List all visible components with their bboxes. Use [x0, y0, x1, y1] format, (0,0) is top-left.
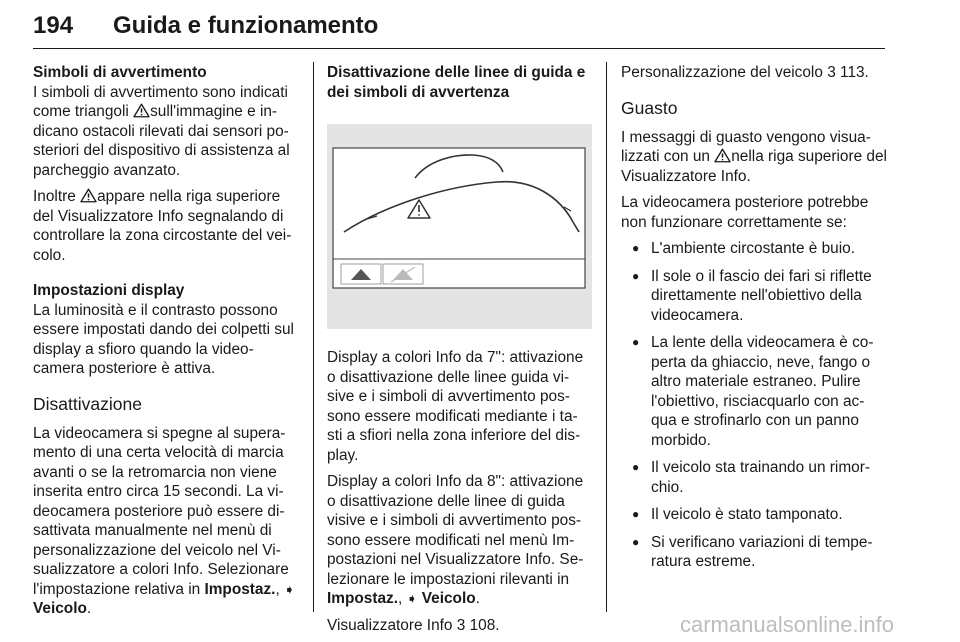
text: Display a colori Info da 8": attivazione o disattivazione delle linee di guida visive e i simboli di avvertimento pos-sono essere modificati nel menù Im-postazioni nel Visualizzatore Info. Se-lezionare le impostazioni rilevanti in [327, 473, 584, 588]
paragraph-camera-issues: La videocamera posteriore potrebbe non funzionare correttamente se: [621, 194, 869, 231]
watermark: carmanualsonline.info [680, 612, 895, 637]
fault-conditions-list [621, 239, 887, 572]
heading-fault: Guasto [621, 97, 678, 118]
warning-triangle-icon [133, 103, 150, 118]
menu-term: Impostaz. [327, 590, 398, 607]
heading-warning-symbols: Simboli di avvertimento [33, 64, 207, 81]
paragraph-7-inch: Display a colori Info da 7": attivazione o disattivazione delle linee guida vi-sive e i simboli di avvertimento pos-sono essere modificati mediante i ta-sti a sfiori nella zona inferiore del dis-play. [327, 349, 584, 464]
list-item: ● Il veicolo sta trainando un rimor-chio. [621, 458, 887, 497]
text: nella riga superiore del Visualizzatore Info. [621, 148, 887, 185]
text: I messaggi di guasto vengono visua-lizzati con un [621, 128, 871, 165]
paragraph-8-inch [327, 472, 591, 609]
text: I simboli di avvertimento sono indicati come triangoli [33, 83, 288, 120]
page-header [33, 6, 885, 46]
text: La videocamera si spegne al supera-mento di una certa velocità di marcia avanti o se la retromarcia non viene inserita entro circa 15 secondi. La vi-deocamera posteriore può essere di-sattivata manualmente nel menù di personalizzazione del veicolo nel Vi-sualizzatore a colori Info. Selezionare l'impostazione relativa in [33, 424, 289, 598]
text: , [397, 590, 407, 607]
warning-triangle-icon [714, 148, 731, 163]
chapter-title: Guida e funzionamento [113, 12, 379, 39]
column-1 [33, 63, 301, 626]
list-item: ● L'ambiente circostante è buio. [621, 239, 887, 259]
paragraph-deactivation [33, 424, 301, 619]
text: Personalizzazione del veicolo [621, 64, 828, 81]
text: 113. [835, 64, 869, 81]
camera-display-illustration [327, 124, 592, 329]
arrow-icon: ➧ [284, 581, 295, 597]
text: Inoltre [33, 188, 81, 205]
list-item: ● Si verificano variazioni di tempe-ratura estreme. [621, 533, 887, 572]
heading-display-settings: Impostazioni display [33, 282, 185, 299]
menu-term: Veicolo [421, 590, 476, 607]
text: appare nella riga superiore del Visualizzatore Info segnalando di controllare la zona circostante del vei-colo. [33, 188, 292, 264]
text: . [475, 590, 480, 607]
column-2 [327, 63, 591, 642]
column-divider-2 [606, 62, 607, 612]
paragraph-symbols [33, 83, 301, 181]
text: sull'immagine e in-dicano ostacoli rilevati dai sensori po-steriori del dispositivo di assistenza al parcheggio avanzato. [33, 103, 290, 179]
page-reference-icon: 3 [456, 616, 466, 634]
text: . [86, 600, 92, 617]
text: 108. [465, 616, 500, 634]
heading-deactivation: Disattivazione [33, 393, 142, 414]
page-number: 194 [33, 12, 74, 39]
menu-term: Impostaz. [204, 580, 276, 598]
paragraph-display: La luminosità e il contrasto possono essere impostati dando dei colpetti sul display a sfioro quando la video-camera posteriore è attiva. [33, 301, 294, 377]
column-divider-1 [313, 62, 314, 612]
text: , [275, 580, 285, 598]
paragraph-inoltre [33, 187, 301, 265]
header-rule [33, 48, 885, 49]
list-item: ● La lente della videocamera è co-perta da ghiaccio, neve, fango o altro materiale estraneo. Pulire l'obiettivo, risciacquarlo con ac-qua e strofinarlo con un panno morbido. [621, 333, 887, 450]
list-item: ● Il veicolo è stato tamponato. [621, 505, 887, 525]
warning-triangle-icon [80, 188, 97, 203]
heading-guide-lines: Disattivazione delle linee di guida e dei simboli di avvertenza [327, 64, 586, 101]
text: Visualizzatore Info [327, 616, 457, 634]
reference-vehicle-personalization [621, 63, 887, 83]
reference-info-display [327, 616, 591, 636]
column-3 [621, 63, 887, 580]
paragraph-fault [621, 128, 887, 187]
list-item: ● Il sole o il fascio dei fari si riflette direttamente nell'obiettivo della videocamera. [621, 267, 887, 326]
page-reference-icon: 3 [827, 64, 836, 81]
arrow-icon: ➧ [406, 591, 418, 606]
menu-term: Veicolo [33, 600, 87, 617]
camera-display-graphic [327, 124, 592, 329]
